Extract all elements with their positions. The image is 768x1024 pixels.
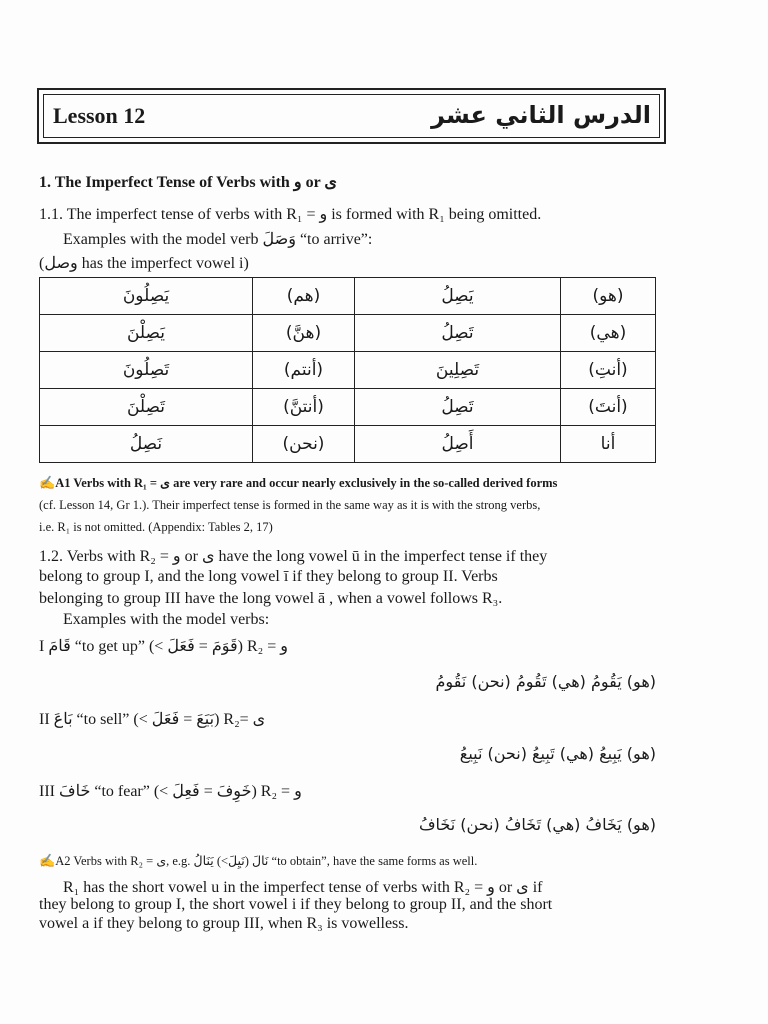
table-cell: يَصِلُ <box>355 278 561 315</box>
table-row <box>40 352 656 389</box>
section-1-1-line-1: 1.1. The imperfect tense of verbs with R₁ = و is formed with R₁ being omitted. <box>39 206 542 223</box>
note-a1-line-1 <box>39 475 557 491</box>
table-cell: (هي) <box>561 315 656 352</box>
note-a2-line-1 <box>39 853 477 869</box>
table-cell: (أنتَ) <box>561 389 656 426</box>
section-1-1-line-3: (وصل has the imperfect vowel i) <box>39 255 249 272</box>
table-cell: يَصِلْنَ <box>40 315 253 352</box>
table-cell: (هم) <box>253 278 355 315</box>
group-2-heading: II بَاعَ “to sell” (< بَيَعَ = فَعَلَ) R₂= ى <box>39 711 266 728</box>
closing-line-1: R₁ has the short vowel u in the imperfect tense of verbs with R₂ = و or ى if <box>63 879 543 896</box>
table-cell: تَصِلْنَ <box>40 389 253 426</box>
table-cell: أَصِلُ <box>355 426 561 463</box>
note-a1-line-3: i.e. R₁ is not omitted. (Appendix: Tables 2, 17) <box>39 520 273 534</box>
hand-pointer-icon: ✍ <box>39 853 56 868</box>
table-cell: (أنتِ) <box>561 352 656 389</box>
closing-line-3: vowel a if they belong to group III, when R₃ is vowelless. <box>39 915 409 932</box>
conjugation-table <box>39 277 656 463</box>
group-2-forms: (هو) يَبِيعُ (هي) تَبِيعُ (نحن) نَبِيعُ <box>459 744 656 763</box>
section-1-2-line-4: Examples with the model verbs: <box>63 611 270 628</box>
table-cell: (هو) <box>561 278 656 315</box>
note-a2-text: A2 Verbs with R₂ = ى, e.g. نَالَ (نَيِلَ>) يَنَالُ “to obtain”, have the same forms as well. <box>55 854 478 868</box>
lesson-title-english: Lesson 12 <box>53 103 146 128</box>
table-cell: تَصِلُ <box>355 389 561 426</box>
note-a1-line-2: (cf. Lesson 14, Gr 1.). Their imperfect tense is formed in the same way as it is with the strong verbs, <box>39 498 541 512</box>
table-row <box>40 389 656 426</box>
hand-pointer-icon: ✍ <box>39 475 56 490</box>
table-cell: يَصِلُونَ <box>40 278 253 315</box>
table-cell: (أنتم) <box>253 352 355 389</box>
section-1-2-line-3: belonging to group III have the long vowel ā , when a vowel follows R₃. <box>39 590 503 607</box>
table-cell: (هنَّ) <box>253 315 355 352</box>
table-cell: تَصِلِينَ <box>355 352 561 389</box>
group-1-forms: (هو) يَقُومُ (هي) تَقُومُ (نحن) نَقُومُ <box>435 672 656 691</box>
table-row <box>40 426 656 463</box>
table-row <box>40 315 656 352</box>
section-1-2-line-2: belong to group I, and the long vowel ī if they belong to group II. Verbs <box>39 568 498 585</box>
table-cell: نَصِلُ <box>40 426 253 463</box>
table-cell: تَصِلُ <box>355 315 561 352</box>
lesson-header-inner-border <box>43 94 660 138</box>
section-1-title: 1. The Imperfect Tense of Verbs with و or ى <box>39 174 337 191</box>
table-row <box>40 278 656 315</box>
table-cell: تَصِلُونَ <box>40 352 253 389</box>
closing-line-2: they belong to group I, the short vowel i if they belong to group II, and the short <box>39 896 553 913</box>
table-cell: (أنتنَّ) <box>253 389 355 426</box>
section-1-1-line-2: Examples with the model verb وَصَلَ “to arrive”: <box>63 231 373 248</box>
table-cell: أنا <box>561 426 656 463</box>
lesson-title-arabic: الدرس الثاني عشر <box>431 101 651 129</box>
note-a1-text-1: A1 Verbs with R₁ = ى are very rare and occur nearly exclusively in the so-called derived forms <box>55 476 558 490</box>
lesson-header <box>37 88 666 144</box>
group-1-heading: I قَامَ “to get up” (< قَوَمَ = فَعَلَ) R₂ = و <box>39 638 288 655</box>
table-cell: (نحن) <box>253 426 355 463</box>
section-1-2-line-1: 1.2. Verbs with R₂ = و or ى have the long vowel ū in the imperfect tense if they <box>39 548 548 565</box>
group-3-forms: (هو) يَخَافُ (هي) تَخَافُ (نحن) نَخَافُ <box>418 815 656 834</box>
group-3-heading: III خَافَ “to fear” (< خَوِفَ = فَعِلَ) R₂ = و <box>39 783 302 800</box>
